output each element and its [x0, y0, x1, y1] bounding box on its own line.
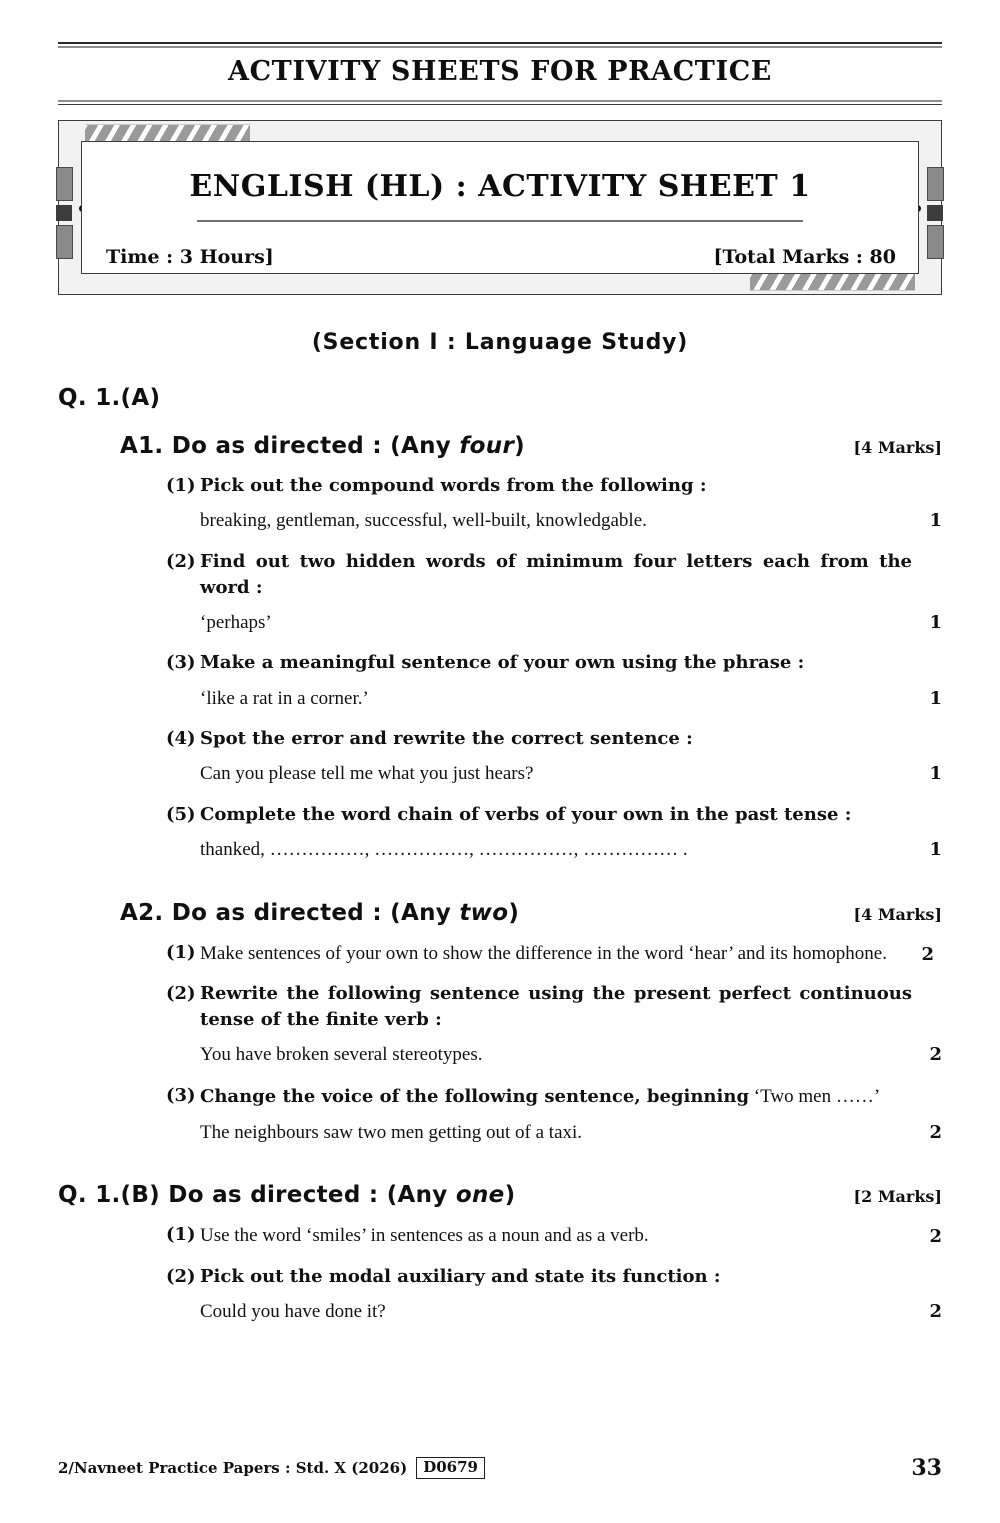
hatch-stripes-icon	[750, 272, 915, 291]
item-mark: 2	[929, 1301, 942, 1323]
item-mark: 2	[929, 1044, 942, 1066]
ornament-bar	[927, 167, 944, 201]
item-answer: The neighbours saw two men getting out of a taxi.	[200, 1121, 583, 1143]
a1-marks: [4 Marks]	[853, 438, 942, 457]
item-number: (1)	[166, 941, 196, 963]
q1b-label-plain: Q. 1.(B) Do as directed : (Any	[58, 1182, 456, 1209]
a1-label-plain: A1. Do as directed : (Any	[120, 433, 460, 459]
time-marks-row	[106, 246, 896, 268]
a1-label-text	[120, 433, 854, 459]
item-answer: breaking, gentleman, successful, well-built, knowledgable.	[200, 510, 647, 532]
question-body	[58, 385, 942, 1326]
banner-bottom-rules	[58, 98, 942, 105]
list-item	[166, 1222, 942, 1250]
item-text: Use the word ‘smiles’ in sentences as a noun and as a verb.	[200, 1225, 649, 1247]
q1b-marks: [2 Marks]	[853, 1187, 942, 1207]
subquestion-a1-header	[120, 433, 942, 459]
item-number: (4)	[166, 728, 196, 750]
right-ornament-bars-icon	[927, 167, 944, 259]
question-1b-header	[58, 1182, 942, 1208]
item-answer: ‘like a rat in a corner.’	[200, 687, 369, 709]
a2-label-plain: A2. Do as directed : (Any	[120, 899, 460, 926]
total-marks: [Total Marks : 80	[713, 246, 896, 268]
header-inner-frame	[81, 141, 919, 274]
rule	[58, 42, 942, 44]
list-item	[166, 940, 942, 968]
item-prompt: Pick out the modal auxiliary and state its function :	[200, 1265, 721, 1287]
item-answer: Could you have done it?	[200, 1301, 386, 1323]
item-number: (2)	[166, 983, 196, 1005]
item-mark: 2	[929, 1121, 942, 1143]
ornament-bar	[56, 225, 73, 259]
q1b-label-text	[58, 1182, 854, 1208]
item-text: Make sentences of your own to show the difference in the word ‘hear’ and its homophone.	[200, 942, 887, 964]
footer-code-badge: D0679	[416, 1457, 485, 1479]
a2-label-italic: two	[459, 899, 509, 926]
footer-publisher-text: 2/Navneet Practice Papers : Std. X (2026)	[58, 1459, 408, 1477]
item-mark: 1	[929, 763, 942, 785]
a2-label-close: )	[508, 899, 520, 926]
page-number: 33	[911, 1455, 942, 1481]
item-answer: You have broken several stereotypes.	[200, 1044, 483, 1066]
subquestion-a2-header	[120, 900, 942, 926]
ornament-square-icon	[56, 205, 72, 221]
ornament-bar	[56, 167, 73, 201]
ornament-bar	[927, 225, 944, 259]
item-number: (3)	[166, 1084, 196, 1106]
item-mark: 2	[929, 1226, 942, 1248]
page-footer	[58, 1455, 942, 1481]
item-prompt: Pick out the compound words from the following :	[200, 475, 707, 496]
left-ornament-bars-icon	[56, 167, 73, 259]
sheet-title-underline	[197, 220, 803, 222]
footer-left-group	[58, 1457, 485, 1479]
a2-label-text	[120, 900, 854, 926]
list-item	[166, 1083, 942, 1147]
item-prompt: Rewrite the following sentence using the present perfect continuous tense of the finite verb :	[200, 983, 912, 1031]
banner-top-rules	[58, 42, 942, 48]
list-item	[166, 802, 942, 864]
item-number: (2)	[166, 1265, 196, 1287]
item-mark: 1	[929, 611, 942, 633]
a1-label-italic: four	[459, 433, 515, 459]
item-prompt: Spot the error and rewrite the correct sentence :	[200, 728, 693, 750]
item-answer: thanked, ……………, ……………, ……………, …………… .	[200, 838, 688, 860]
item-prompt: Make a meaningful sentence of your own using the phrase :	[200, 652, 805, 674]
item-mark: 1	[929, 687, 942, 709]
ornament-square-icon	[927, 205, 943, 221]
banner-title: ACTIVITY SHEETS FOR PRACTICE	[228, 56, 772, 87]
item-answer: Can you please tell me what you just hears?	[200, 763, 534, 785]
item-mark: 2	[921, 943, 934, 965]
section-heading: (Section I : Language Study)	[311, 330, 689, 355]
header-ornament-box	[58, 120, 942, 295]
item-number: (1)	[166, 1224, 196, 1246]
item-prompt-bold: Change the voice of the following sentence, beginning	[200, 1085, 750, 1107]
item-number: (2)	[166, 550, 196, 572]
item-prompt: Complete the word chain of verbs of your own in the past tense :	[200, 803, 852, 825]
list-item	[166, 473, 942, 535]
q1b-label-close: )	[504, 1182, 516, 1209]
item-mark: 1	[929, 838, 942, 860]
item-prompt-plain: ‘Two men ……’	[749, 1085, 881, 1107]
list-item	[166, 650, 942, 712]
item-answer: ‘perhaps’	[200, 611, 272, 633]
list-item	[166, 1264, 942, 1326]
list-item	[166, 549, 942, 637]
item-prompt	[200, 1083, 942, 1111]
rule	[58, 104, 942, 105]
list-item	[166, 726, 942, 788]
item-mark: 1	[929, 510, 942, 532]
rule	[58, 100, 942, 102]
a1-label-close: )	[514, 433, 525, 459]
q1b-label-italic: one	[455, 1182, 505, 1209]
time-allowed: Time : 3 Hours]	[106, 246, 274, 268]
question-1a-label	[58, 385, 942, 411]
item-number: (1)	[166, 475, 196, 496]
rule	[58, 46, 942, 48]
q1a-label-text: Q. 1.(A)	[58, 385, 161, 411]
item-number: (5)	[166, 803, 196, 825]
a2-marks: [4 Marks]	[853, 904, 942, 924]
item-prompt: Find out two hidden words of minimum four letters each from the word :	[200, 550, 912, 598]
item-number: (3)	[166, 652, 196, 674]
list-item	[166, 981, 942, 1069]
sheet-title: ENGLISH (HL) : ACTIVITY SHEET 1	[189, 169, 811, 204]
